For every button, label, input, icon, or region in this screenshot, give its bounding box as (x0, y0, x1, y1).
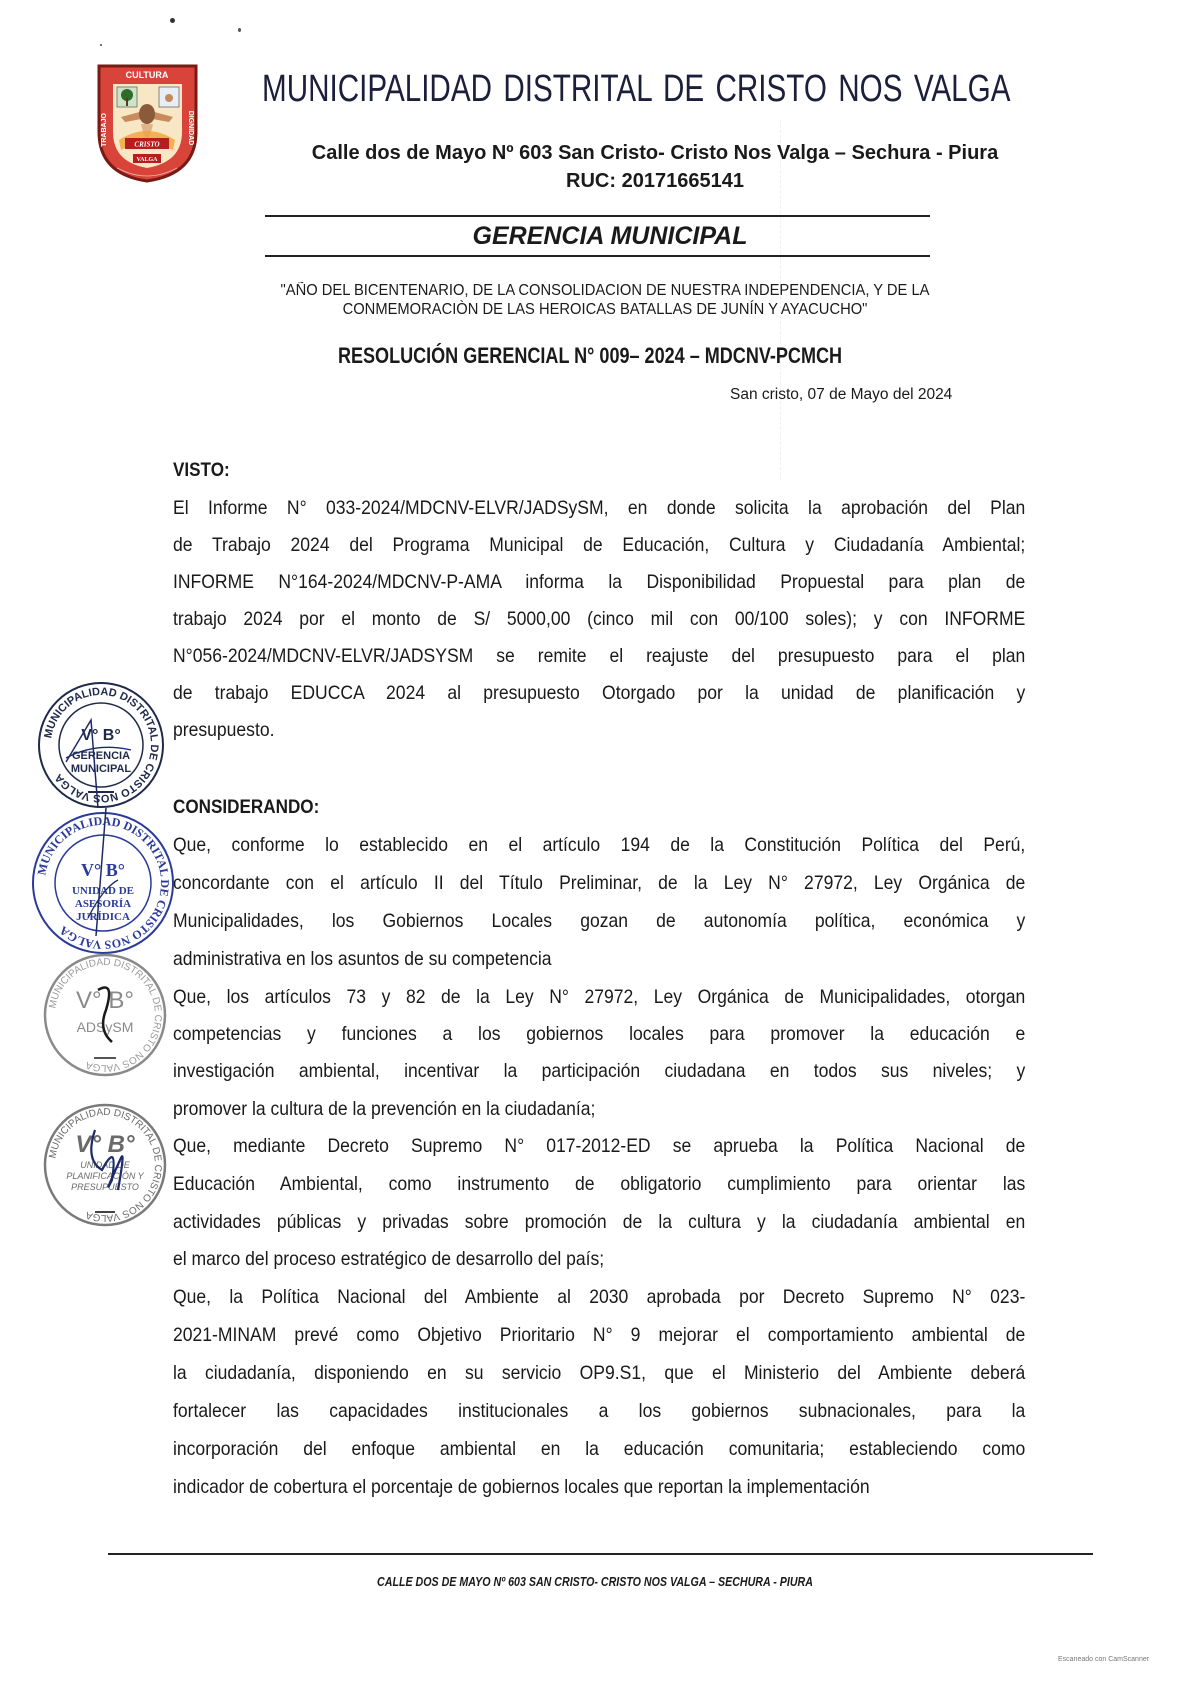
svg-text:PLANIFICACIÓN Y: PLANIFICACIÓN Y (66, 1171, 144, 1181)
approval-stamp-asesoria-juridica (28, 808, 178, 958)
svg-text:ASESORÍA: ASESORÍA (74, 898, 132, 910)
svg-text:CULTURA: CULTURA (125, 70, 169, 80)
considerando-line: actividades públicas y privadas sobre promoción de la cultura y la ciudadanía ambiental en (173, 1211, 1026, 1233)
scan-speck (100, 44, 102, 46)
considerando-line: promover la cultura de la prevención en la ciudadanía; (173, 1098, 596, 1120)
considerando-line: Municipalidades, los Gobiernos Locales gozan de autonomía política, económica y (173, 910, 1026, 932)
resolution-number: RESOLUCIÓN GERENCIAL N° 009– 2024 – MDCNV-PCMCH (337, 343, 843, 368)
svg-text:V° B°: V° B° (76, 987, 134, 1014)
considerando-line: Que, mediante Decreto Supremo N° 017-2012-ED se aprueba la Política Nacional de (173, 1135, 1026, 1157)
considerando-line: 2021-MINAM prevé como Objetivo Prioritario N° 9 mejorar el comportamiento ambiental de (173, 1324, 1026, 1346)
svg-text:MUNICIPALIDAD DISTRITAL DE CRI: MUNICIPALIDAD DISTRITAL DE CRISTO NOS VALGA (47, 1106, 164, 1224)
svg-text:V° B°: V° B° (81, 860, 125, 880)
considerando-line: administrativa en los asuntos de su competencia (173, 948, 552, 970)
motto-line: "AÑO DEL BICENTENARIO, DE LA CONSOLIDACION DE NUESTRA INDEPENDENCIA, Y DE LA (280, 282, 930, 299)
considerando-line: fortalecer las capacidades institucionales a los gobiernos subnacionales, para la (173, 1400, 1026, 1422)
visto-line: presupuesto. (173, 719, 275, 741)
office-divider (265, 255, 930, 257)
considerando-line: concordante con el artículo II del Título Preliminar, de la Ley N° 27972, Ley Orgánica de (173, 872, 1026, 894)
considerando-line: la ciudadanía, disponiendo en su servicio OP9.S1, que el Ministerio del Ambiente deberá (173, 1362, 1026, 1384)
visto-line: de trabajo EDUCCA 2024 al presupuesto Otorgado por la unidad de planificación y (173, 682, 1026, 704)
svg-text:DIGNIDAD: DIGNIDAD (187, 110, 194, 146)
scan-speck (170, 18, 175, 23)
svg-text:V° B°: V° B° (75, 1131, 135, 1158)
footer-divider (108, 1553, 1093, 1555)
municipality-title: MUNICIPALIDAD DISTRITAL DE CRISTO NOS VALGA (262, 68, 1011, 110)
svg-text:PRESUPUESTO: PRESUPUESTO (71, 1182, 139, 1192)
approval-stamp-adsysm (40, 950, 170, 1080)
svg-text:MUNICIPAL: MUNICIPAL (70, 763, 132, 775)
considerando-line: incorporación del enfoque ambiental en la educación comunitaria; estableciendo como (173, 1438, 1026, 1460)
svg-text:MUNICIPALIDAD DISTRITAL DE CRI: MUNICIPALIDAD DISTRITAL DE CRISTO NOS VALGA (42, 685, 161, 805)
svg-text:VALGA: VALGA (136, 157, 158, 163)
svg-text:UNIDAD DE: UNIDAD DE (80, 1160, 130, 1170)
motto-line: CONMEMORACIÒN DE LAS HEROICAS BATALLAS DE JUNÍN Y AYACUCHO" (342, 301, 868, 318)
considerando-line: Que, conforme lo establecido en el artículo 194 de la Constitución Política del Perú, (173, 834, 1026, 856)
svg-text:MUNICIPALIDAD DISTRITAL DE CRI: MUNICIPALIDAD DISTRITAL DE CRISTO NOS VALGA (47, 956, 164, 1074)
svg-text:TRABAJO: TRABAJO (101, 113, 108, 147)
svg-text:MUNICIPALIDAD DISTRITAL DE CRI: MUNICIPALIDAD DISTRITAL DE CRISTO NOS VALGA (34, 813, 173, 953)
considerando-line: competencias y funciones a los gobiernos locales para promover la educación e (173, 1023, 1026, 1045)
approval-stamp-planificacion-presupuesto (40, 1100, 170, 1230)
svg-text:UNIDAD DE: UNIDAD DE (71, 885, 135, 897)
approval-stamp-gerencia (36, 680, 166, 810)
header-divider (265, 215, 930, 217)
considerando-line: el marco del proceso estratégico de desarrollo del país; (173, 1248, 605, 1270)
municipal-crest-logo (95, 62, 200, 184)
visto-line: N°056-2024/MDCNV-ELVR/JADSYSM se remite el reajuste del presupuesto para el plan (173, 645, 1026, 667)
footer-address: CALLE DOS DE MAYO Nº 603 SAN CRISTO- CRISTO NOS VALGA – SECHURA - PIURA (377, 1574, 813, 1589)
considerando-line: investigación ambiental, incentivar la participación ciudadana en todos sus niveles; y (173, 1060, 1026, 1082)
ruc-number: RUC: 20171665141 (566, 170, 744, 192)
svg-text:JURÍDICA: JURÍDICA (76, 911, 130, 923)
visto-line: trabajo 2024 por el monto de S/ 5000,00 (cinco mil con 00/100 soles); y con INFORME (173, 608, 1026, 630)
header-address: Calle dos de Mayo Nº 603 San Cristo- Cristo Nos Valga – Sechura - Piura (311, 142, 999, 164)
visto-line: INFORME N°164-2024/MDCNV-P-AMA informa la Disponibilidad Propuestal para plan de (173, 571, 1026, 593)
considerando-line: Educación Ambiental, como instrumento de obligatorio cumplimiento para orientar las (173, 1173, 1026, 1195)
svg-text:V° B°: V° B° (81, 727, 121, 744)
visto-line: de Trabajo 2024 del Programa Municipal de Educación, Cultura y Ciudadanía Ambiental; (173, 534, 1026, 556)
svg-text:CRISTO: CRISTO (134, 140, 160, 149)
year-motto (220, 281, 990, 319)
document-date: San cristo, 07 de Mayo del 2024 (730, 386, 953, 403)
considerando-heading: CONSIDERANDO: (173, 797, 320, 818)
scan-speck (238, 28, 241, 32)
visto-heading: VISTO: (173, 460, 230, 481)
considerando-line: Que, los artículos 73 y 82 de la Ley N° 27972, Ley Orgánica de Municipalidades, otorgan (173, 986, 1026, 1008)
svg-text:GERENCIA: GERENCIA (71, 750, 131, 762)
office-name: GERENCIA MUNICIPAL (472, 222, 748, 250)
considerando-line: Que, la Política Nacional del Ambiente al 2030 aprobada por Decreto Supremo N° 023- (173, 1286, 1026, 1308)
considerando-line: indicador de cobertura el porcentaje de gobiernos locales que reportan la implementación (173, 1476, 870, 1498)
scanner-watermark: Escaneado con CamScanner (1058, 1656, 1150, 1663)
svg-text:ADSySM: ADSySM (76, 1019, 134, 1035)
visto-line: El Informe N° 033-2024/MDCNV-ELVR/JADSySM, en donde solicita la aprobación del Plan (173, 497, 1026, 519)
